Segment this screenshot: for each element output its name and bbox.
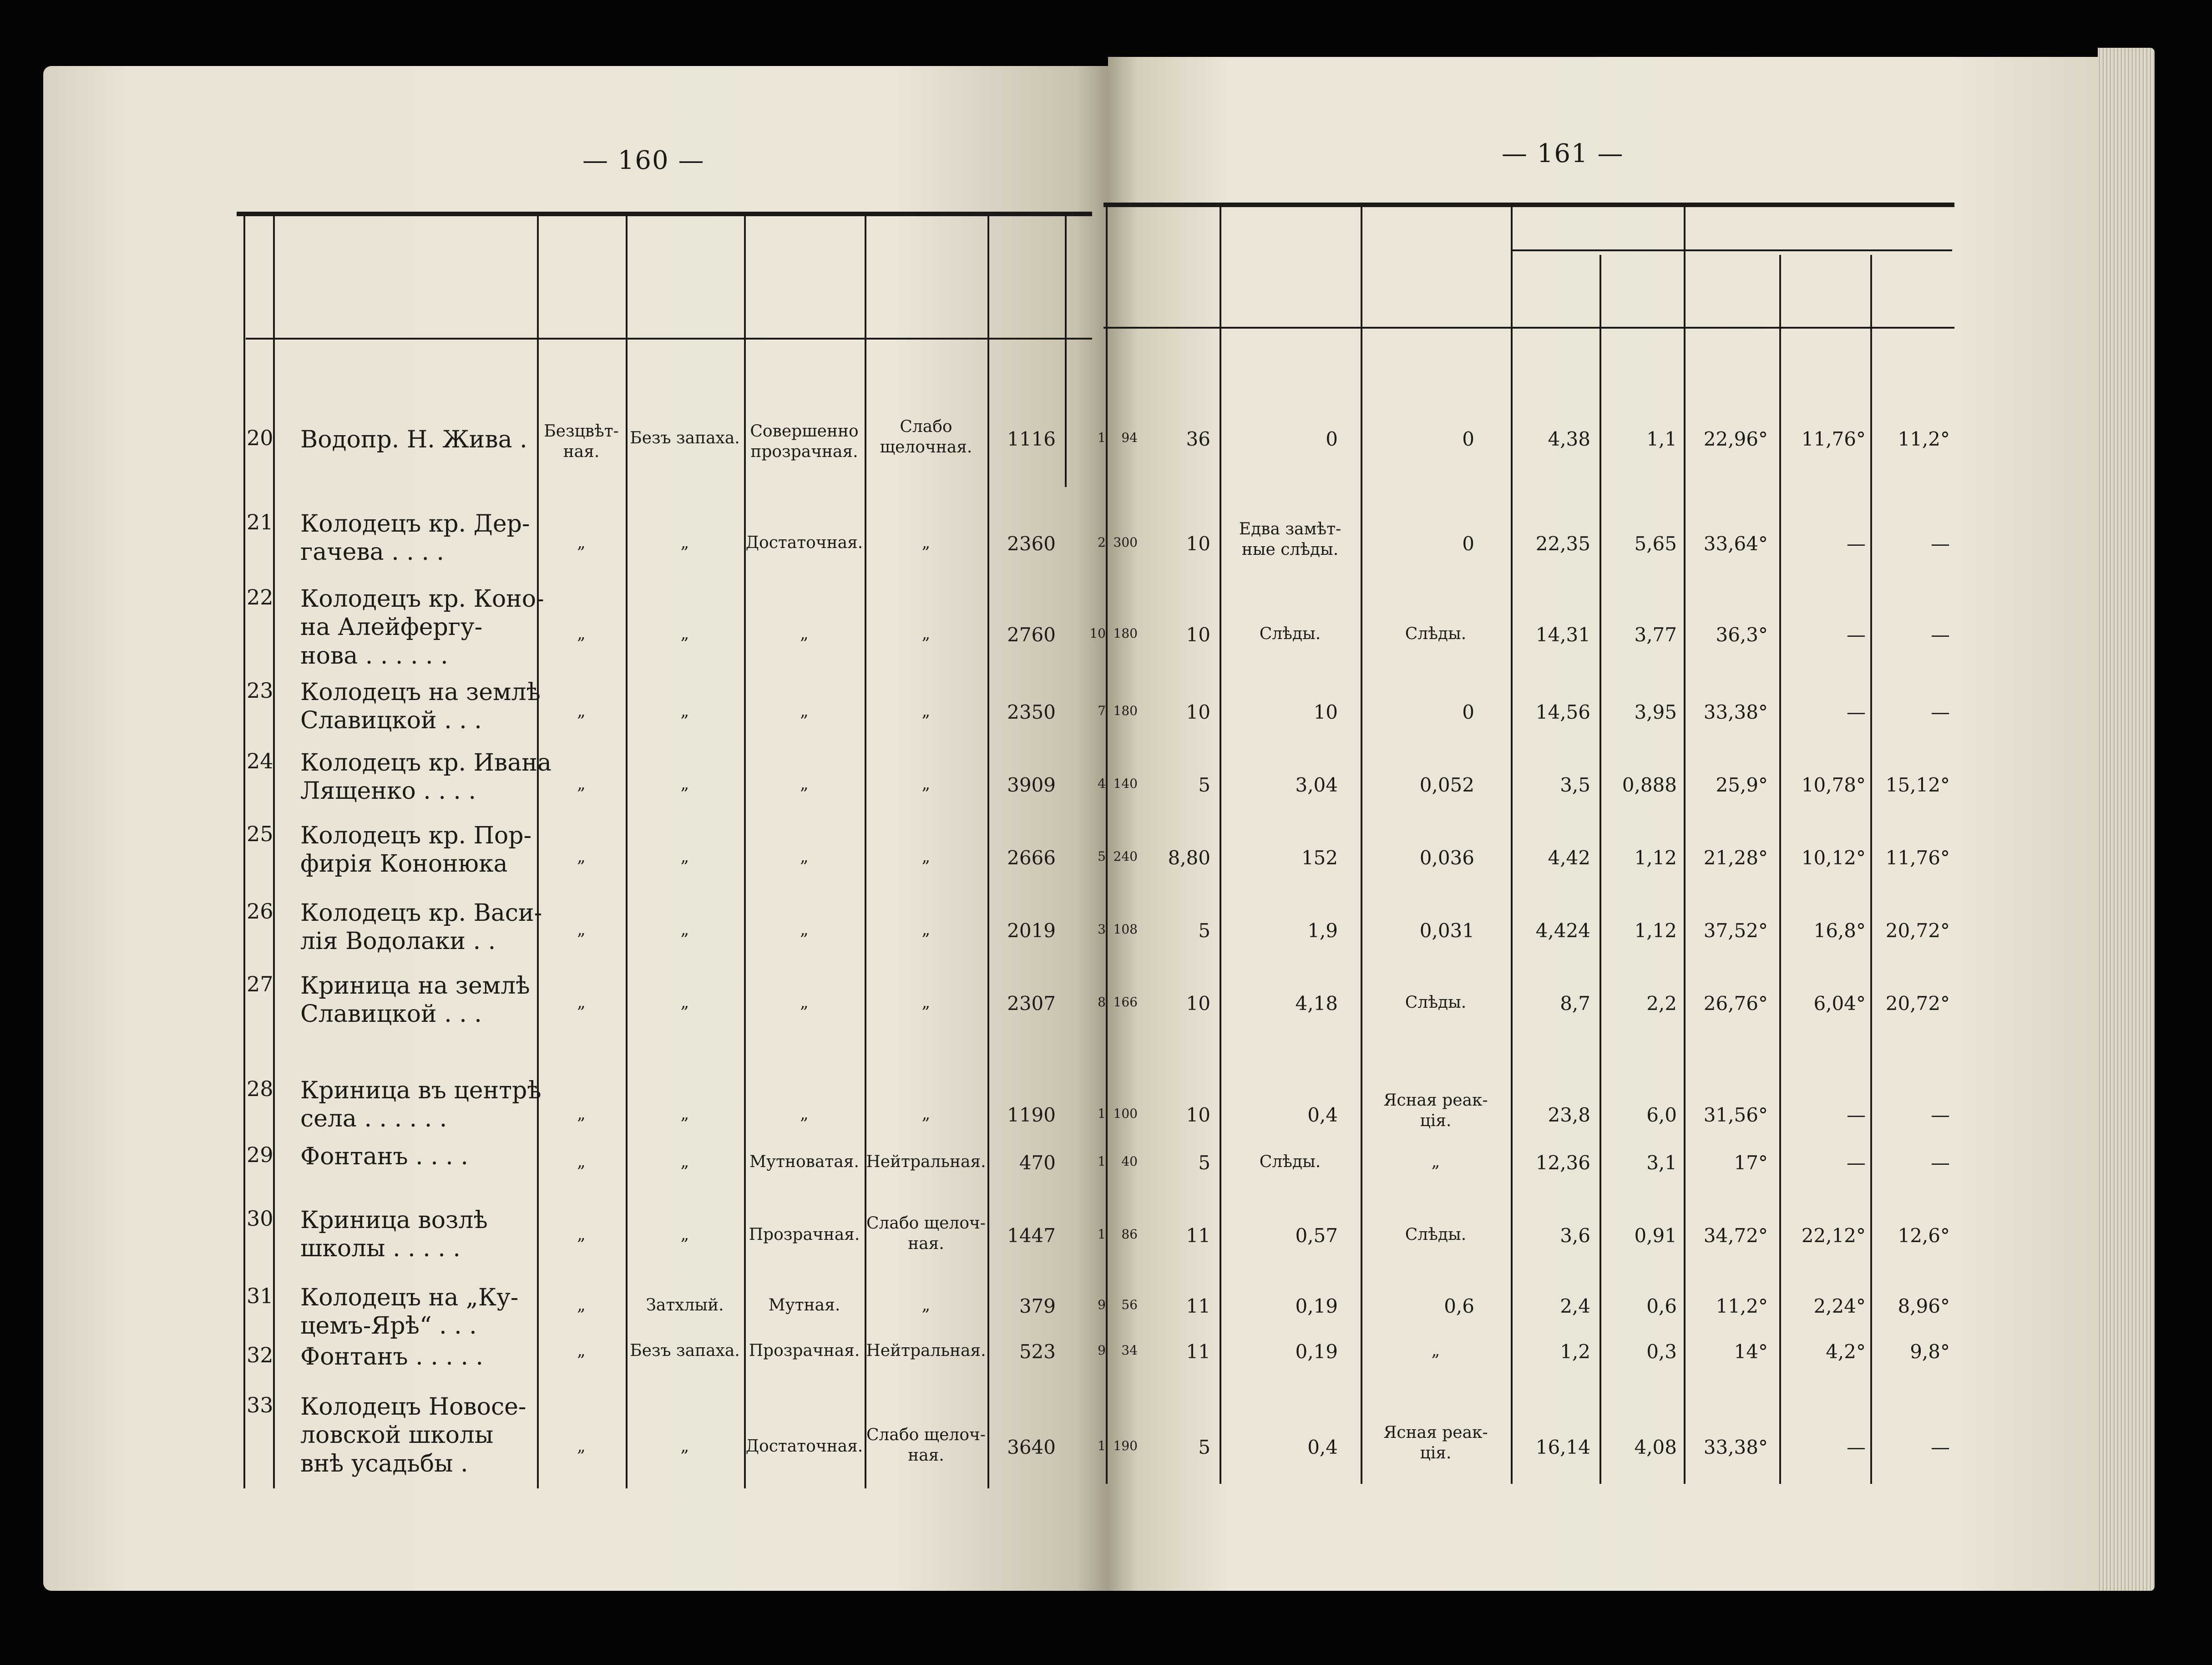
row-oxygen: 0,6 — [1646, 1295, 1677, 1317]
row-ammonia: „ — [1431, 1341, 1440, 1360]
row-chameleon: 14,31 — [1535, 624, 1590, 646]
row-chlorine: 240 — [1113, 849, 1138, 864]
row-chameleon: 1,2 — [1560, 1340, 1590, 1363]
column-rule — [1220, 205, 1221, 1484]
row-sulfuric: 3 — [1098, 922, 1106, 937]
row-nitric: 5 — [1198, 774, 1210, 796]
row-nitric: 11 — [1186, 1295, 1210, 1317]
units-line-right — [1103, 327, 1954, 329]
row-hardness-permanent: 15,12° — [1885, 774, 1950, 796]
row-chameleon: 4,38 — [1548, 428, 1590, 450]
row-number: 31 — [247, 1284, 273, 1308]
row-smell: Затхлый. — [646, 1296, 724, 1315]
row-hardness-permanent: — — [1931, 1152, 1950, 1174]
row-number: 26 — [247, 899, 273, 924]
row-color: „ — [577, 993, 586, 1012]
row-hardness-total: 33,38° — [1703, 1436, 1768, 1458]
row-name: Фонтанъ . . . . — [300, 1143, 468, 1170]
row-sulfuric: 1 — [1098, 1106, 1106, 1121]
row-nitric: 11 — [1186, 1340, 1210, 1363]
row-smell: „ — [680, 920, 689, 939]
row-sulfuric: 1 — [1098, 1154, 1106, 1169]
row-nitric: 8,80 — [1168, 847, 1210, 869]
row-ammonia: Слѣды. — [1405, 993, 1467, 1012]
row-oxygen: 1,1 — [1646, 428, 1677, 450]
row-number: 23 — [247, 678, 273, 703]
left-page — [43, 66, 1108, 1591]
row-number: 28 — [247, 1076, 273, 1101]
row-name: Водопр. Н. Жива . — [300, 426, 527, 453]
row-number: 29 — [247, 1142, 273, 1167]
row-name: Колодецъ кр. Ивана Лященко . . . . — [300, 749, 552, 805]
row-chlorine: 34 — [1121, 1343, 1138, 1358]
row-hardness-temporary: — — [1847, 1152, 1866, 1174]
row-sulfuric: 2 — [1098, 535, 1106, 550]
row-name: Колодецъ кр. Дер- гачева . . . . — [300, 510, 530, 566]
row-chameleon: 4,424 — [1535, 919, 1590, 942]
row-number: 20 — [247, 426, 273, 450]
row-color: Безцвѣт- ная. — [544, 422, 619, 461]
row-sulfuric: 10 — [1089, 626, 1106, 641]
row-color: „ — [577, 1437, 586, 1456]
row-hardness-total: 22,96° — [1703, 428, 1768, 450]
row-nitrous: Слѣды. — [1259, 1152, 1321, 1171]
row-sulfuric: 9 — [1098, 1343, 1106, 1358]
row-chameleon: 16,14 — [1535, 1436, 1590, 1458]
row-smell: „ — [680, 1437, 689, 1456]
row-nitric: 5 — [1198, 919, 1210, 942]
row-hardness-total: 17° — [1734, 1152, 1768, 1174]
row-number: 30 — [247, 1206, 273, 1231]
row-chlorine: 56 — [1121, 1297, 1138, 1312]
row-sulfuric: 1 — [1098, 1227, 1106, 1242]
row-nitric: 5 — [1198, 1152, 1210, 1174]
row-hardness-temporary: — — [1847, 1104, 1866, 1126]
row-ammonia: Ясная реак- ція. — [1383, 1423, 1488, 1462]
row-hardness-total: 11,2° — [1716, 1295, 1768, 1317]
column-rule — [1684, 205, 1686, 1484]
row-dry-residue: 2307 — [1007, 992, 1056, 1015]
row-nitrous: 0,57 — [1295, 1224, 1338, 1247]
row-hardness-temporary: 6,04° — [1813, 992, 1866, 1015]
row-chlorine: 86 — [1121, 1227, 1138, 1242]
units-line-left — [246, 338, 1092, 340]
row-chlorine: 166 — [1113, 995, 1138, 1010]
row-clarity: Совершенно прозрачная. — [750, 422, 859, 461]
row-reaction: „ — [921, 1105, 931, 1123]
row-nitrous: 0,4 — [1307, 1436, 1338, 1458]
row-nitric: 10 — [1186, 701, 1210, 723]
row-clarity: „ — [800, 775, 809, 793]
row-chameleon: 14,56 — [1535, 701, 1590, 723]
row-oxygen: 3,77 — [1634, 624, 1677, 646]
row-clarity: „ — [800, 993, 809, 1012]
row-sulfuric: 4 — [1098, 776, 1106, 791]
row-chameleon: 4,42 — [1548, 847, 1590, 869]
row-clarity: Мутная. — [768, 1296, 840, 1315]
row-hardness-total: 26,76° — [1703, 992, 1768, 1015]
row-hardness-permanent: 20,72° — [1885, 992, 1950, 1015]
row-chameleon: 2,4 — [1560, 1295, 1590, 1317]
row-ammonia: Ясная реак- ція. — [1383, 1091, 1488, 1130]
page-number-right: — 161 — — [1502, 139, 1624, 168]
row-reaction: „ — [921, 533, 931, 552]
row-oxygen: 0,91 — [1634, 1224, 1677, 1247]
row-reaction: „ — [921, 1296, 931, 1315]
row-hardness-permanent: — — [1931, 624, 1950, 646]
column-rule — [273, 214, 275, 1488]
row-number: 24 — [247, 749, 273, 773]
row-hardness-temporary: — — [1847, 1436, 1866, 1458]
row-hardness-permanent: — — [1931, 533, 1950, 555]
row-ammonia: 0,036 — [1419, 847, 1474, 869]
subheader-line — [1511, 249, 1952, 251]
row-chlorine: 100 — [1113, 1106, 1138, 1121]
row-hardness-temporary: 10,12° — [1801, 847, 1866, 869]
row-nitrous: 0 — [1326, 428, 1338, 450]
row-smell: Безъ запаха. — [630, 1341, 740, 1360]
row-sulfuric: 1 — [1098, 430, 1106, 445]
row-color: „ — [577, 775, 586, 793]
column-rule — [1106, 205, 1108, 1484]
row-ammonia: Слѣды. — [1405, 624, 1467, 643]
row-hardness-total: 34,72° — [1703, 1224, 1768, 1247]
row-clarity: Прозрачная. — [749, 1341, 860, 1360]
row-color: „ — [577, 533, 586, 552]
row-name: Колодецъ на „Ку- цемъ-Ярѣ“ . . . — [300, 1284, 519, 1340]
row-dry-residue: 2350 — [1007, 701, 1056, 723]
row-dry-residue: 2360 — [1007, 533, 1056, 555]
row-name: Колодецъ кр. Васи- лія Водолаки . . — [300, 899, 542, 955]
row-oxygen: 5,65 — [1634, 533, 1677, 555]
row-hardness-total: 25,9° — [1716, 774, 1768, 796]
top-rule-left — [237, 212, 1092, 216]
row-color: „ — [577, 1225, 586, 1244]
row-dry-residue: 470 — [1019, 1152, 1056, 1174]
row-clarity: „ — [800, 920, 809, 939]
row-reaction: „ — [921, 775, 931, 793]
row-number: 27 — [247, 972, 273, 996]
row-nitrous: 1,9 — [1307, 919, 1338, 942]
row-ammonia: 0,031 — [1419, 919, 1474, 942]
row-ammonia: Слѣды. — [1405, 1225, 1467, 1244]
row-chameleon: 3,5 — [1560, 774, 1590, 796]
row-sulfuric: 9 — [1098, 1297, 1106, 1312]
row-number: 33 — [247, 1393, 273, 1417]
page-number-left: — 160 — — [582, 146, 705, 175]
row-hardness-permanent: 11,2° — [1898, 428, 1950, 450]
row-smell: „ — [680, 775, 689, 793]
row-smell: „ — [680, 533, 689, 552]
row-color: „ — [577, 702, 586, 721]
row-clarity: „ — [800, 702, 809, 721]
row-hardness-permanent: 20,72° — [1885, 919, 1950, 942]
row-reaction: „ — [921, 624, 931, 643]
row-dry-residue: 2760 — [1007, 624, 1056, 646]
row-chlorine: 180 — [1113, 626, 1138, 641]
row-nitrous: 10 — [1313, 701, 1338, 723]
row-oxygen: 1,12 — [1634, 847, 1677, 869]
column-rule — [1361, 205, 1362, 1484]
row-ammonia: 0 — [1462, 701, 1474, 723]
row-clarity: „ — [800, 848, 809, 866]
row-hardness-temporary: 16,8° — [1813, 919, 1866, 942]
row-hardness-total: 31,56° — [1703, 1104, 1768, 1126]
row-dry-residue: 1116 — [1007, 428, 1056, 450]
row-color: „ — [577, 1105, 586, 1123]
page-edges — [2098, 48, 2155, 1591]
row-oxygen: 0,888 — [1622, 774, 1677, 796]
row-hardness-temporary: 10,78° — [1801, 774, 1866, 796]
row-chlorine: 300 — [1113, 535, 1138, 550]
row-reaction: „ — [921, 848, 931, 866]
row-hardness-temporary: — — [1847, 624, 1866, 646]
row-nitric: 36 — [1186, 428, 1210, 450]
row-ammonia: 0,052 — [1419, 774, 1474, 796]
row-name: Криница на землѣ Славицкой . . . — [300, 972, 530, 1028]
row-ammonia: 0 — [1462, 428, 1474, 450]
row-smell: „ — [680, 1225, 689, 1244]
row-smell: „ — [680, 1152, 689, 1171]
row-name: Колодецъ кр. Коно- на Алейфергу- нова . . . . . . — [300, 585, 544, 670]
row-chameleon: 3,6 — [1560, 1224, 1590, 1247]
row-sulfuric: 1 — [1098, 1438, 1106, 1453]
row-nitrous: 0,19 — [1295, 1295, 1338, 1317]
row-reaction: „ — [921, 702, 931, 721]
row-smell: „ — [680, 702, 689, 721]
row-smell: „ — [680, 993, 689, 1012]
row-oxygen: 2,2 — [1646, 992, 1677, 1015]
row-hardness-permanent: 9,8° — [1910, 1340, 1950, 1363]
row-color: „ — [577, 1152, 586, 1171]
row-color: „ — [577, 1296, 586, 1315]
row-chameleon: 22,35 — [1535, 533, 1590, 555]
row-sulfuric: 7 — [1098, 703, 1106, 718]
row-hardness-permanent: — — [1931, 701, 1950, 723]
row-ammonia: 0,6 — [1444, 1295, 1474, 1317]
row-smell: „ — [680, 624, 689, 643]
row-hardness-permanent: 11,76° — [1885, 847, 1950, 869]
row-hardness-permanent: 8,96° — [1898, 1295, 1950, 1317]
column-rule — [1511, 205, 1513, 1484]
row-color: „ — [577, 920, 586, 939]
row-reaction: „ — [921, 920, 931, 939]
row-chlorine: 190 — [1113, 1438, 1138, 1453]
row-hardness-permanent: — — [1931, 1104, 1950, 1126]
row-nitric: 10 — [1186, 624, 1210, 646]
row-smell: „ — [680, 1105, 689, 1123]
row-color: „ — [577, 848, 586, 866]
row-ammonia: 0 — [1462, 533, 1474, 555]
row-dry-residue: 3640 — [1007, 1436, 1056, 1458]
row-hardness-temporary: 11,76° — [1801, 428, 1866, 450]
row-dry-residue: 2019 — [1007, 919, 1056, 942]
row-hardness-temporary: — — [1847, 701, 1866, 723]
row-oxygen: 6,0 — [1646, 1104, 1677, 1126]
row-hardness-total: 37,52° — [1703, 919, 1768, 942]
row-number: 21 — [247, 510, 273, 534]
row-color: „ — [577, 1341, 586, 1360]
row-number: 25 — [247, 822, 273, 846]
row-chlorine: 94 — [1121, 430, 1138, 445]
row-hardness-temporary: — — [1847, 533, 1866, 555]
row-clarity: Прозрачная. — [749, 1225, 860, 1244]
row-nitrous: 3,04 — [1295, 774, 1338, 796]
row-nitric: 5 — [1198, 1436, 1210, 1458]
row-smell: Безъ запаха. — [630, 429, 740, 447]
row-dry-residue: 1190 — [1007, 1104, 1056, 1126]
row-oxygen: 3,1 — [1646, 1152, 1677, 1174]
row-reaction: Слабо щелоч- ная. — [866, 1426, 986, 1465]
row-chlorine: 40 — [1121, 1154, 1138, 1169]
row-chlorine: 140 — [1113, 776, 1138, 791]
row-name: Колодецъ Новосе- ловской школы внѣ усадьбы . — [300, 1393, 526, 1477]
row-color: „ — [577, 624, 586, 643]
row-dry-residue: 379 — [1019, 1295, 1056, 1317]
top-rule-right — [1103, 203, 1954, 207]
row-hardness-temporary: 4,2° — [1826, 1340, 1866, 1363]
row-reaction: Слабо щелочная. — [880, 417, 972, 457]
row-name: Колодецъ кр. Пор- фирія Кононюка — [300, 822, 532, 878]
row-chlorine: 108 — [1113, 922, 1138, 937]
row-smell: „ — [680, 848, 689, 866]
row-hardness-total: 36,3° — [1716, 624, 1768, 646]
row-chlorine: 180 — [1113, 703, 1138, 718]
row-chameleon: 12,36 — [1535, 1152, 1590, 1174]
row-reaction: Нейтральная. — [866, 1152, 986, 1171]
row-nitrous: 0,4 — [1307, 1104, 1338, 1126]
row-clarity: Достаточная. — [745, 533, 863, 552]
column-rule — [243, 214, 245, 1488]
row-name: Криница возлѣ школы . . . . . — [300, 1207, 488, 1263]
row-reaction: Слабо щелоч- ная. — [866, 1214, 986, 1253]
row-nitric: 10 — [1186, 533, 1210, 555]
row-oxygen: 3,95 — [1634, 701, 1677, 723]
row-sulfuric: 5 — [1098, 849, 1106, 864]
row-nitrous: Едва замѣт- ные слѣды. — [1239, 520, 1341, 559]
row-hardness-temporary: 22,12° — [1801, 1224, 1866, 1247]
column-rule — [1065, 214, 1067, 487]
row-ammonia: „ — [1431, 1152, 1440, 1171]
row-nitrous: Слѣды. — [1259, 624, 1321, 643]
row-chameleon: 23,8 — [1548, 1104, 1590, 1126]
row-reaction: „ — [921, 993, 931, 1012]
row-hardness-temporary: 2,24° — [1813, 1295, 1866, 1317]
row-nitric: 11 — [1186, 1224, 1210, 1247]
row-hardness-permanent: — — [1931, 1436, 1950, 1458]
row-dry-residue: 2666 — [1007, 847, 1056, 869]
row-clarity: „ — [800, 624, 809, 643]
row-name: Колодецъ на землѣ Славицкой . . . — [300, 679, 541, 735]
row-nitric: 10 — [1186, 1104, 1210, 1126]
row-reaction: Нейтральная. — [866, 1341, 986, 1360]
row-number: 22 — [247, 585, 273, 609]
row-nitric: 10 — [1186, 992, 1210, 1015]
row-hardness-permanent: 12,6° — [1898, 1224, 1950, 1247]
row-name: Фонтанъ . . . . . — [300, 1343, 483, 1371]
row-number: 32 — [247, 1343, 273, 1367]
row-dry-residue: 1447 — [1007, 1224, 1056, 1247]
row-nitrous: 0,19 — [1295, 1340, 1338, 1363]
row-name: Криница въ центрѣ села . . . . . . — [300, 1077, 542, 1133]
row-nitrous: 4,18 — [1295, 992, 1338, 1015]
row-hardness-total: 21,28° — [1703, 847, 1768, 869]
row-clarity: Достаточная. — [745, 1437, 863, 1456]
row-nitrous: 152 — [1301, 847, 1338, 869]
row-oxygen: 0,3 — [1646, 1340, 1677, 1363]
row-hardness-total: 14° — [1734, 1340, 1768, 1363]
row-chameleon: 8,7 — [1560, 992, 1590, 1015]
row-clarity: Мутноватая. — [749, 1152, 859, 1171]
row-dry-residue: 523 — [1019, 1340, 1056, 1363]
row-hardness-total: 33,38° — [1703, 701, 1768, 723]
row-sulfuric: 8 — [1098, 995, 1106, 1010]
row-clarity: „ — [800, 1105, 809, 1123]
row-oxygen: 1,12 — [1634, 919, 1677, 942]
row-hardness-total: 33,64° — [1703, 533, 1768, 555]
row-dry-residue: 3909 — [1007, 774, 1056, 796]
row-oxygen: 4,08 — [1634, 1436, 1677, 1458]
